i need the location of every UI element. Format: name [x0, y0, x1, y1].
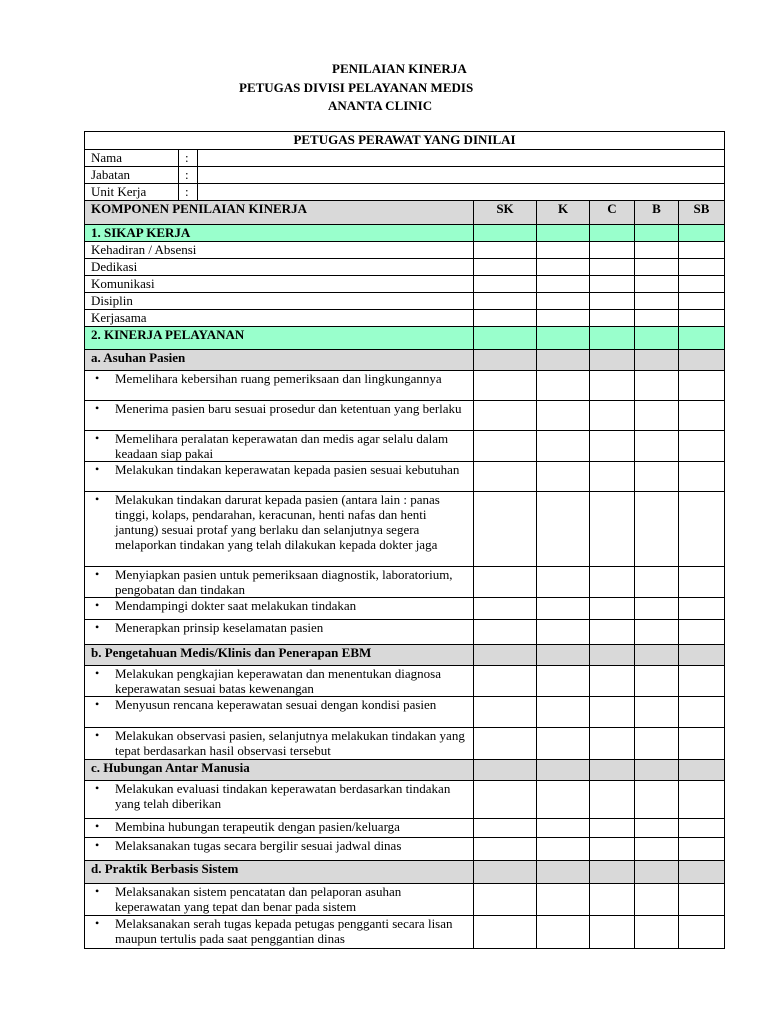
bullet-criterion-text: Melakukan evaluasi tindakan keperawatan berdasarkan tindakan yang telah diberikan — [115, 781, 451, 811]
bullet-criterion — [95, 567, 467, 597]
bullet-criterion-text: Memelihara peralatan keperawatan dan medis agar selalu dalam keadaan siap pakai — [115, 431, 449, 461]
criterion-score-c[interactable] — [590, 884, 635, 916]
section-score-cell — [590, 225, 635, 242]
bullet-criterion — [95, 819, 467, 834]
criterion-row — [85, 310, 725, 327]
subsection-header — [85, 645, 725, 666]
criterion-score-sb[interactable] — [679, 431, 725, 462]
criterion-score-sk[interactable] — [474, 728, 537, 760]
criterion-score-sk[interactable] — [474, 276, 537, 293]
criterion-score-b[interactable] — [635, 567, 679, 598]
section-score-cell — [635, 327, 679, 350]
criterion-score-sb[interactable] — [679, 620, 725, 645]
subsection-score-cell — [474, 350, 537, 371]
criterion-score-k[interactable] — [537, 371, 590, 401]
criterion-score-c[interactable] — [590, 781, 635, 819]
subsection-score-cell — [537, 760, 590, 781]
criterion-score-sb[interactable] — [679, 259, 725, 276]
bullet-criterion-cell — [85, 371, 474, 401]
bullet-icon: • — [95, 620, 100, 634]
criterion-score-c[interactable] — [590, 620, 635, 645]
bullet-criterion-text: Menyiapkan pasien untuk pemeriksaan diagnostik, laboratorium, pengobatan dan tindakan — [115, 567, 453, 597]
criterion-score-k[interactable] — [537, 462, 590, 492]
subsection-score-cell — [679, 861, 725, 884]
subsection-score-cell — [537, 861, 590, 884]
criterion-score-sk[interactable] — [474, 293, 537, 310]
bullet-criterion — [95, 462, 467, 477]
section-header-sikap-kerja — [85, 225, 725, 242]
subsection-score-cell — [679, 350, 725, 371]
criterion-score-c[interactable] — [590, 293, 635, 310]
criterion-score-k[interactable] — [537, 293, 590, 310]
bullet-icon: • — [95, 371, 100, 385]
subsection-header — [85, 861, 725, 884]
bullet-criterion — [95, 431, 467, 461]
bullet-icon: • — [95, 697, 100, 711]
criterion-score-sk[interactable] — [474, 567, 537, 598]
criterion-score-sk[interactable] — [474, 492, 537, 567]
criterion-score-b[interactable] — [635, 492, 679, 567]
criterion-score-c[interactable] — [590, 242, 635, 259]
criterion-score-k[interactable] — [537, 567, 590, 598]
criterion-score-sk[interactable] — [474, 242, 537, 259]
criterion-score-k[interactable] — [537, 431, 590, 462]
criterion-score-k[interactable] — [537, 259, 590, 276]
bullet-criterion-text: Menyusun rencana keperawatan sesuai dengan kondisi pasien — [115, 697, 437, 712]
bullet-criterion-text: Melakukan tindakan darurat kepada pasien (antara lain : panas tinggi, kolaps, pendarahan, keracunan, henti nafas dan henti jantung) sesuai protaf yang berlaku dan selanjutnya segera melaporkan tindakan yang telah dilakukan kepada dokter jaga — [115, 492, 440, 552]
bullet-criterion-text: Melakukan observasi pasien, selanjutnya melakukan tindakan yang tepat berdasarkan hasil observasi tersebut — [115, 728, 465, 758]
section-score-cell — [679, 225, 725, 242]
assessed-staff-header-row — [85, 132, 725, 150]
bullet-icon: • — [95, 401, 100, 415]
score-header-sk: SK — [474, 201, 537, 225]
criterion-score-sb[interactable] — [679, 310, 725, 327]
section-score-cell — [537, 225, 590, 242]
criterion-score-b[interactable] — [635, 838, 679, 861]
bullet-criterion-cell — [85, 567, 474, 598]
subsection-header — [85, 350, 725, 371]
criterion-score-b[interactable] — [635, 781, 679, 819]
subsection-title: d. Praktik Berbasis Sistem — [85, 861, 474, 884]
bullet-icon: • — [95, 598, 100, 612]
criterion-row — [85, 276, 725, 293]
bullet-criterion-row — [85, 916, 725, 949]
bullet-criterion-row — [85, 598, 725, 620]
bullet-criterion-cell — [85, 916, 474, 949]
criterion-score-k[interactable] — [537, 276, 590, 293]
bullet-criterion-row — [85, 884, 725, 916]
criterion-score-c[interactable] — [590, 697, 635, 728]
bullet-criterion — [95, 781, 467, 811]
criterion-score-sb[interactable] — [679, 567, 725, 598]
criterion-label: Kerjasama — [85, 310, 474, 327]
criterion-score-k[interactable] — [537, 819, 590, 838]
title-line-1: PENILAIAN KINERJA — [332, 61, 467, 76]
criterion-score-k[interactable] — [537, 884, 590, 916]
criterion-score-b[interactable] — [635, 431, 679, 462]
criterion-score-sk[interactable] — [474, 259, 537, 276]
bullet-criterion-text: Melakukan pengkajian keperawatan dan menentukan diagnosa keperawatan sesuai batas kewenangan — [115, 666, 441, 696]
criterion-score-sb[interactable] — [679, 371, 725, 401]
bullet-criterion-text: Melakukan tindakan keperawatan kepada pasien sesuai kebutuhan — [115, 462, 460, 477]
title-line-2: PETUGAS DIVISI PELAYANAN MEDIS — [239, 80, 474, 95]
subsection-score-cell — [474, 861, 537, 884]
bullet-criterion-cell — [85, 620, 474, 645]
section-score-cell — [679, 327, 725, 350]
section-score-cell — [537, 327, 590, 350]
bullet-criterion — [95, 371, 467, 386]
identity-colon: : — [179, 150, 198, 167]
criterion-label: Dedikasi — [85, 259, 474, 276]
criterion-score-sb[interactable] — [679, 462, 725, 492]
bullet-criterion-cell — [85, 598, 474, 620]
bullet-icon: • — [95, 781, 100, 795]
criterion-score-k[interactable] — [537, 838, 590, 861]
bullet-icon: • — [95, 492, 100, 506]
criterion-score-k[interactable] — [537, 620, 590, 645]
bullet-criterion — [95, 728, 467, 758]
criterion-score-k[interactable] — [537, 728, 590, 760]
criterion-score-sk[interactable] — [474, 781, 537, 819]
bullet-criterion-row — [85, 462, 725, 492]
criterion-score-c[interactable] — [590, 310, 635, 327]
subsection-header — [85, 760, 725, 781]
criterion-score-k[interactable] — [537, 916, 590, 949]
criterion-score-c[interactable] — [590, 567, 635, 598]
criterion-score-b[interactable] — [635, 884, 679, 916]
title-line-3: ANANTA CLINIC — [328, 98, 433, 113]
bullet-criterion — [95, 697, 467, 712]
criterion-score-sb[interactable] — [679, 401, 725, 431]
criterion-score-c[interactable] — [590, 598, 635, 620]
criterion-score-k[interactable] — [537, 697, 590, 728]
bullet-criterion-row — [85, 401, 725, 431]
criterion-score-b[interactable] — [635, 242, 679, 259]
bullet-criterion-cell — [85, 884, 474, 916]
criterion-score-k[interactable] — [537, 310, 590, 327]
bullet-criterion-text: Membina hubungan terapeutik dengan pasien/keluarga — [115, 819, 400, 834]
criterion-label: Komunikasi — [85, 276, 474, 293]
bullet-criterion-row — [85, 838, 725, 861]
bullet-icon: • — [95, 838, 100, 852]
criterion-score-sb[interactable] — [679, 838, 725, 861]
criterion-score-sk[interactable] — [474, 598, 537, 620]
criterion-score-sb[interactable] — [679, 697, 725, 728]
criterion-score-sk[interactable] — [474, 310, 537, 327]
criterion-score-sb[interactable] — [679, 819, 725, 838]
criterion-score-c[interactable] — [590, 819, 635, 838]
criterion-score-b[interactable] — [635, 293, 679, 310]
criterion-score-sk[interactable] — [474, 371, 537, 401]
bullet-criterion — [95, 620, 467, 635]
criterion-score-sk[interactable] — [474, 462, 537, 492]
criterion-score-sk[interactable] — [474, 819, 537, 838]
section-score-cell — [474, 327, 537, 350]
score-header-c: C — [590, 201, 635, 225]
subsection-score-cell — [474, 760, 537, 781]
bullet-criterion-text: Melaksanakan tugas secara bergilir sesuai jadwal dinas — [115, 838, 402, 853]
subsection-score-cell — [679, 760, 725, 781]
criterion-row — [85, 242, 725, 259]
subsection-score-cell — [679, 645, 725, 666]
criterion-score-sk[interactable] — [474, 401, 537, 431]
score-header-sb: SB — [679, 201, 725, 225]
identity-row — [85, 167, 725, 184]
subsection-score-cell — [590, 645, 635, 666]
criterion-score-k[interactable] — [537, 666, 590, 697]
criterion-score-b[interactable] — [635, 620, 679, 645]
criterion-score-sk[interactable] — [474, 431, 537, 462]
bullet-icon: • — [95, 462, 100, 476]
criterion-score-b[interactable] — [635, 916, 679, 949]
criterion-row — [85, 259, 725, 276]
criterion-row — [85, 293, 725, 310]
section-score-cell — [635, 225, 679, 242]
subsection-score-cell — [635, 861, 679, 884]
subsection-score-cell — [590, 350, 635, 371]
bullet-criterion-cell — [85, 492, 474, 567]
subsection-score-cell — [537, 350, 590, 371]
criterion-score-c[interactable] — [590, 916, 635, 949]
criterion-score-sb[interactable] — [679, 728, 725, 760]
bullet-icon: • — [95, 728, 100, 742]
identity-label: Nama — [85, 150, 179, 167]
bullet-criterion-cell — [85, 431, 474, 462]
bullet-criterion — [95, 838, 467, 853]
criterion-score-sb[interactable] — [679, 598, 725, 620]
bullet-criterion-cell — [85, 462, 474, 492]
bullet-criterion-row — [85, 431, 725, 462]
bullet-icon: • — [95, 916, 100, 930]
criterion-score-b[interactable] — [635, 310, 679, 327]
criterion-score-c[interactable] — [590, 838, 635, 861]
komponen-header-row — [85, 201, 725, 225]
bullet-criterion-cell — [85, 728, 474, 760]
score-header-k: K — [537, 201, 590, 225]
bullet-criterion-text: Menerima pasien baru sesuai prosedur dan ketentuan yang berlaku — [115, 401, 462, 416]
identity-value-field[interactable] — [198, 150, 725, 167]
subsection-score-cell — [474, 645, 537, 666]
criterion-score-b[interactable] — [635, 666, 679, 697]
criterion-score-c[interactable] — [590, 276, 635, 293]
identity-colon: : — [179, 167, 198, 184]
bullet-icon: • — [95, 431, 100, 445]
identity-value-field[interactable] — [198, 167, 725, 184]
criterion-score-b[interactable] — [635, 697, 679, 728]
criterion-score-b[interactable] — [635, 276, 679, 293]
subsection-score-cell — [590, 760, 635, 781]
criterion-score-c[interactable] — [590, 492, 635, 567]
bullet-criterion-row — [85, 781, 725, 819]
bullet-criterion — [95, 401, 467, 416]
subsection-score-cell — [635, 350, 679, 371]
bullet-icon: • — [95, 819, 100, 833]
bullet-criterion — [95, 666, 467, 696]
criterion-score-b[interactable] — [635, 462, 679, 492]
section-score-cell — [474, 225, 537, 242]
identity-row — [85, 150, 725, 167]
identity-row — [85, 184, 725, 201]
section-header-kinerja-pelayanan — [85, 327, 725, 350]
subsection-score-cell — [635, 760, 679, 781]
criterion-score-c[interactable] — [590, 259, 635, 276]
bullet-criterion-row — [85, 620, 725, 645]
bullet-criterion-row — [85, 492, 725, 567]
criterion-label: Disiplin — [85, 293, 474, 310]
subsection-score-cell — [590, 861, 635, 884]
bullet-criterion — [95, 916, 467, 946]
bullet-criterion-text: Melaksanakan serah tugas kepada petugas pengganti secara lisan maupun tertulis pada saat penggantian dinas — [115, 916, 453, 946]
criterion-score-k[interactable] — [537, 401, 590, 431]
criterion-score-b[interactable] — [635, 819, 679, 838]
identity-colon: : — [179, 184, 198, 201]
criterion-score-c[interactable] — [590, 666, 635, 697]
criterion-score-b[interactable] — [635, 371, 679, 401]
bullet-criterion — [95, 598, 467, 613]
section-title: 1. SIKAP KERJA — [85, 225, 474, 242]
criterion-score-k[interactable] — [537, 781, 590, 819]
criterion-score-sk[interactable] — [474, 916, 537, 949]
bullet-criterion-cell — [85, 838, 474, 861]
criterion-score-k[interactable] — [537, 242, 590, 259]
criterion-score-sk[interactable] — [474, 884, 537, 916]
criterion-score-b[interactable] — [635, 401, 679, 431]
section-score-cell — [590, 327, 635, 350]
identity-label: Unit Kerja — [85, 184, 179, 201]
subsection-title: a. Asuhan Pasien — [85, 350, 474, 371]
criterion-score-sb[interactable] — [679, 666, 725, 697]
criterion-score-b[interactable] — [635, 728, 679, 760]
criterion-score-sk[interactable] — [474, 620, 537, 645]
bullet-criterion — [95, 492, 467, 552]
criterion-score-sb[interactable] — [679, 781, 725, 819]
bullet-criterion-cell — [85, 781, 474, 819]
identity-label: Jabatan — [85, 167, 179, 184]
bullet-criterion-row — [85, 666, 725, 697]
criterion-score-c[interactable] — [590, 728, 635, 760]
criterion-score-c[interactable] — [590, 401, 635, 431]
assessed-staff-header: PETUGAS PERAWAT YANG DINILAI — [85, 132, 725, 150]
criterion-score-k[interactable] — [537, 598, 590, 620]
criterion-score-c[interactable] — [590, 431, 635, 462]
subsection-title: b. Pengetahuan Medis/Klinis dan Penerapan EBM — [85, 645, 474, 666]
bullet-criterion-text: Melaksanakan sistem pencatatan dan pelaporan asuhan keperawatan yang tepat dan benar pada sistem — [115, 884, 402, 914]
criterion-score-sb[interactable] — [679, 884, 725, 916]
bullet-criterion-cell — [85, 401, 474, 431]
criterion-score-sb[interactable] — [679, 293, 725, 310]
bullet-icon: • — [95, 666, 100, 680]
bullet-criterion-row — [85, 697, 725, 728]
bullet-criterion-row — [85, 728, 725, 760]
bullet-icon: • — [95, 884, 100, 898]
assessment-table — [84, 131, 725, 949]
criterion-score-b[interactable] — [635, 598, 679, 620]
criterion-score-sk[interactable] — [474, 697, 537, 728]
criterion-score-sb[interactable] — [679, 916, 725, 949]
criterion-score-c[interactable] — [590, 371, 635, 401]
score-header-b: B — [635, 201, 679, 225]
identity-value-field[interactable] — [198, 184, 725, 201]
bullet-criterion-cell — [85, 697, 474, 728]
criterion-score-k[interactable] — [537, 492, 590, 567]
bullet-criterion-row — [85, 567, 725, 598]
komponen-label: KOMPONEN PENILAIAN KINERJA — [85, 201, 474, 225]
criterion-score-c[interactable] — [590, 462, 635, 492]
bullet-criterion-text: Mendampingi dokter saat melakukan tindakan — [115, 598, 357, 613]
section-title: 2. KINERJA PELAYANAN — [85, 327, 474, 350]
bullet-icon: • — [95, 567, 100, 581]
criterion-label: Kehadiran / Absensi — [85, 242, 474, 259]
subsection-score-cell — [635, 645, 679, 666]
subsection-score-cell — [537, 645, 590, 666]
criterion-score-sb[interactable] — [679, 492, 725, 567]
bullet-criterion-cell — [85, 819, 474, 838]
criterion-score-sk[interactable] — [474, 666, 537, 697]
bullet-criterion-row — [85, 819, 725, 838]
bullet-criterion-cell — [85, 666, 474, 697]
criterion-score-sb[interactable] — [679, 242, 725, 259]
criterion-score-b[interactable] — [635, 259, 679, 276]
bullet-criterion — [95, 884, 467, 914]
criterion-score-sb[interactable] — [679, 276, 725, 293]
bullet-criterion-text: Memelihara kebersihan ruang pemeriksaan dan lingkungannya — [115, 371, 442, 386]
criterion-score-sk[interactable] — [474, 838, 537, 861]
bullet-criterion-row — [85, 371, 725, 401]
bullet-criterion-text: Menerapkan prinsip keselamatan pasien — [115, 620, 324, 635]
subsection-title: c. Hubungan Antar Manusia — [85, 760, 474, 781]
